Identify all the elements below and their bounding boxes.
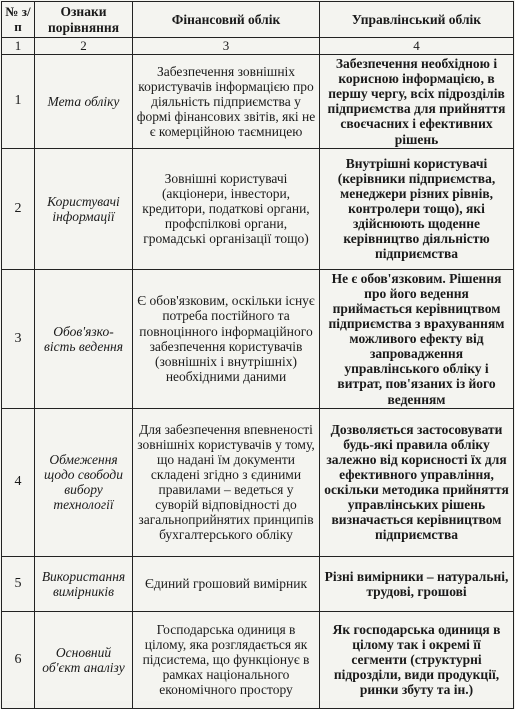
table-row	[2, 408, 514, 556]
row-financial: Для забезпечення впевненості зовнішніх користувачів у тому, що надані їм документи складені згідно з єдиними правилами – ведеться у суворій відповідності до загальноприйнятих принципів бухгалтерського обліку	[133, 408, 320, 556]
header-financial: Фінансовий облік	[133, 2, 320, 38]
row-number: 5	[2, 556, 35, 611]
row-number: 3	[2, 269, 35, 408]
column-number: 3	[133, 38, 320, 55]
table-row	[2, 611, 514, 708]
column-number-row	[2, 38, 514, 55]
column-number: 2	[35, 38, 133, 55]
table-row	[2, 269, 514, 408]
row-criterion: Основний об'єкт аналізу	[35, 611, 133, 708]
row-criterion: Обмеження щодо свободи вибору технології	[35, 408, 133, 556]
row-financial: Єдиний грошовий вимірник	[133, 556, 320, 611]
row-financial: Забезпечення зовнішніх користувачів інформацією про діяльність підприємства у формі фінансових звітів, які не є комерційною таємницею	[133, 55, 320, 149]
row-number: 6	[2, 611, 35, 708]
row-management: Не є обов'язковим. Рішення про його ведення приймається керівництвом підприємства з врахуванням можливого ефекту від запровадження управлінського обліку і витрат, пов'язаних із його веденням	[320, 269, 514, 408]
table-row	[2, 148, 514, 269]
row-management: Дозволяється застосовувати будь-які правила обліку залежно від корисності їх для ефективного управління, оскільки методика прийняття управлінських рішень визначається керівництвом підприємства	[320, 408, 514, 556]
row-management: Забезпечення необхідною і корисною інформацією, в першу чергу, всіх підрозділів підприємства для прийняття своєчасних і ефективних рішень	[320, 55, 514, 149]
row-financial: Є обов'язковим, оскільки існує потреба постійного та повноцінного інформаційного забезпечення користувачів (зовнішніх і внутрішніх) необхідними даними	[133, 269, 320, 408]
row-criterion: Використання вимірників	[35, 556, 133, 611]
row-number: 2	[2, 148, 35, 269]
row-number: 1	[2, 55, 35, 149]
column-number: 4	[320, 38, 514, 55]
comparison-table	[1, 1, 514, 709]
row-criterion: Обов'язко-вість ведення	[35, 269, 133, 408]
header-number: № з/п	[2, 2, 35, 38]
row-financial: Зовнішні користувачі (акціонери, інвестори, кредитори, податкові органи, профспілкові органи, громадські організації тощо)	[133, 148, 320, 269]
row-management: Різні вимірники – натуральні, трудові, грошові	[320, 556, 514, 611]
header-criterion: Ознаки порівняння	[35, 2, 133, 38]
header-management: Управлінський облік	[320, 2, 514, 38]
row-management: Як господарська одиниця в цілому так і окремі її сегменти (структурні підрозділи, види продукції, ринки збуту та ін.)	[320, 611, 514, 708]
header-row	[2, 2, 514, 38]
column-number: 1	[2, 38, 35, 55]
row-criterion: Мета обліку	[35, 55, 133, 149]
row-number: 4	[2, 408, 35, 556]
row-financial: Господарська одиниця в цілому, яка розглядається як підсистема, що функціонує в рамках національного економічного простору	[133, 611, 320, 708]
table-row	[2, 556, 514, 611]
table-row	[2, 55, 514, 149]
row-criterion: Користувачі інформації	[35, 148, 133, 269]
row-management: Внутрішні користувачі (керівники підприємства, менеджери різних рівнів, контролери тощо), які здійснюють щоденне керівництво діяльністю підприємства	[320, 148, 514, 269]
